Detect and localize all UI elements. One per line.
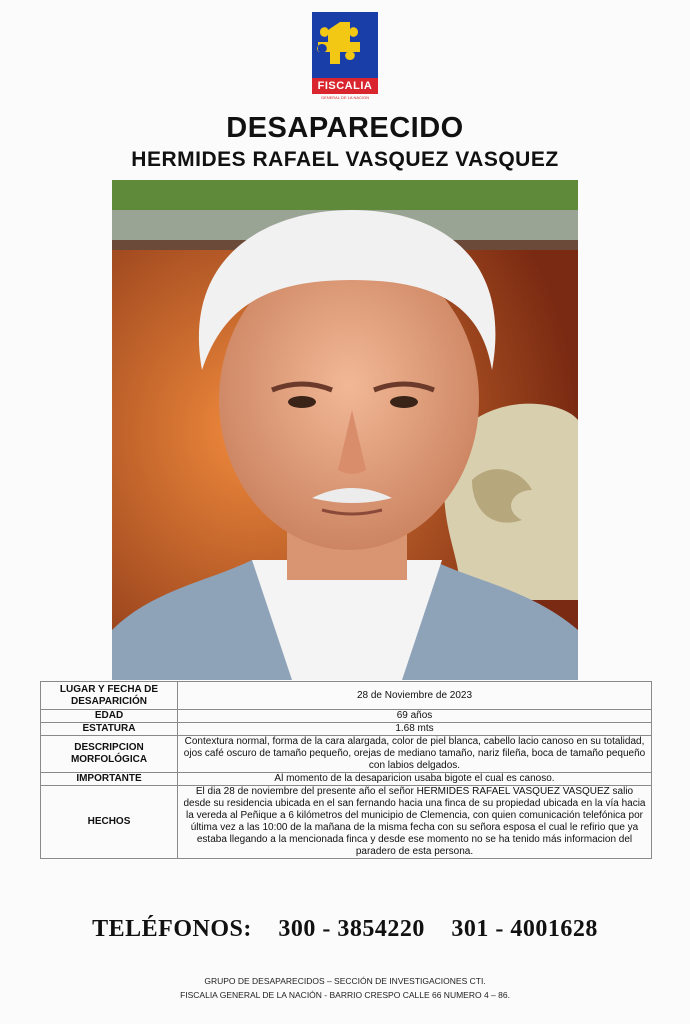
logo-text: FISCALIA [312, 78, 378, 94]
table-row [41, 710, 652, 723]
row-value: 69 años [178, 710, 652, 723]
table-row [41, 736, 652, 773]
row-value: Contextura normal, forma de la cara alargada, color de piel blanca, cabello lacio canoso en su totalidad, ojos café oscuro de tamaño pequeño, orejas de mediano tamaño, nariz fileña, boca de tamaño pequeño con labios delgados. [178, 736, 652, 773]
puzzle-icon [312, 12, 378, 78]
table-row [41, 773, 652, 786]
person-name: HERMIDES RAFAEL VASQUEZ VASQUEZ [131, 148, 559, 171]
row-label: EDAD [41, 710, 178, 723]
page-title: DESAPARECIDO [226, 112, 464, 144]
phones-label: TELÉFONOS: [92, 916, 252, 942]
row-label: LUGAR Y FECHA DE DESAPARICIÓN [41, 682, 178, 710]
table-row [41, 682, 652, 710]
row-value: 1.68 mts [178, 723, 652, 736]
logo-subtext: GENERAL DE LA NACION [320, 95, 370, 100]
row-label: ESTATURA [41, 723, 178, 736]
phone-number-1[interactable]: 300 - 3854220 [278, 916, 425, 942]
phone-number-2[interactable]: 301 - 4001628 [451, 916, 598, 942]
row-value: 28 de Noviembre de 2023 [178, 682, 652, 710]
row-label: DESCRIPCION MORFOLÓGICA [41, 736, 178, 773]
footer-line-1: GRUPO DE DESAPARECIDOS – SECCIÓN DE INVESTIGACIONES CTI. [204, 976, 486, 986]
footer-line-2: FISCALIA GENERAL DE LA NACIÓN - BARRIO CRESPO CALLE 66 NUMERO 4 – 86. [180, 990, 510, 1000]
fiscalia-logo [312, 12, 378, 108]
table-row [41, 786, 652, 859]
row-value: Al momento de la desaparicion usaba bigote el cual es canoso. [178, 773, 652, 786]
footer [0, 974, 690, 1002]
row-label: HECHOS [41, 786, 178, 859]
table-row [41, 723, 652, 736]
info-table [40, 681, 652, 859]
phone-numbers [0, 916, 690, 943]
row-value: El dia 28 de noviembre del presente año el señor HERMIDES RAFAEL VASQUEZ VASQUEZ salio desde su residencia ubicada en el san fernando hacia una finca de su propiedad ubicada en la vía hacia la vereda al Peñique a 6 kilómetros del municipio de Clemencia, con quien comunicación telefónica por última vez a las 10:00 de la mañana de la misma fecha con su señora esposa el cual le refirio que ya estaba llegando a la mencionada finca y desde ese momento no se ha tenido más informacion del paradero de esta persona. [178, 786, 652, 859]
person-photo [112, 180, 578, 680]
row-label: IMPORTANTE [41, 773, 178, 786]
